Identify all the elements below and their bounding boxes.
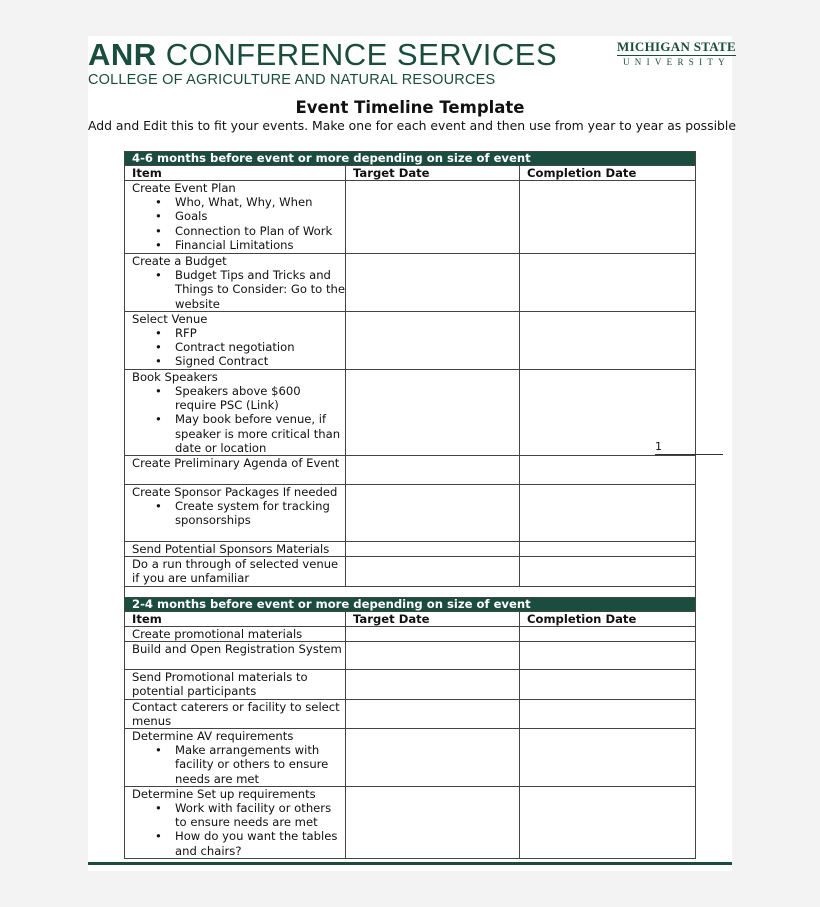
task-title: Send Potential Sponsors Materials [132, 542, 330, 557]
task-cell [125, 729, 346, 787]
target-date-cell[interactable] [346, 542, 520, 557]
subtask-item: • Speakers above $600 require PSC (Link) [175, 384, 345, 412]
task-cell [125, 786, 346, 858]
subtask-list [132, 743, 345, 786]
msu-logo-bottom: UNIVERSITY [622, 57, 730, 67]
target-date-cell[interactable] [346, 699, 520, 728]
completion-date-cell[interactable] [520, 254, 696, 312]
msu-logo [617, 40, 736, 68]
column-header-completion-date: Completion Date [520, 166, 696, 181]
subtask-list [132, 268, 345, 311]
target-date-cell[interactable] [346, 642, 520, 670]
task-title: Do a run through of selected venue if you are unfamiliar [132, 557, 339, 586]
task-title: Create promotional materials [132, 627, 303, 641]
brand-subtitle: COLLEGE OF AGRICULTURE AND NATURAL RESOURCES [88, 72, 496, 88]
document-title: Event Timeline Template [295, 98, 525, 117]
task-title: Select Venue [132, 311, 208, 326]
target-date-cell[interactable] [346, 311, 520, 369]
table-row [125, 254, 696, 312]
task-title: Determine AV requirements [132, 729, 294, 744]
completion-date-cell[interactable] [520, 729, 696, 787]
task-title: Contact caterers or facility to select menus [132, 699, 340, 728]
target-date-cell[interactable] [346, 254, 520, 312]
brand-title: ANR CONFERENCE SERVICES [88, 37, 558, 72]
task-cell [125, 642, 346, 670]
completion-date-cell[interactable] [520, 311, 696, 369]
task-cell [125, 311, 346, 369]
subtask-item: • Who, What, Why, When [175, 195, 345, 209]
target-date-cell[interactable] [346, 786, 520, 858]
task-cell [125, 456, 346, 485]
subtask-item: • RFP [175, 326, 345, 340]
table-row [125, 557, 696, 586]
task-cell [125, 485, 346, 542]
task-cell [125, 627, 346, 642]
subtask-list [132, 195, 345, 252]
task-cell [125, 254, 346, 312]
completion-date-cell[interactable] [520, 456, 696, 485]
subtask-item: • Signed Contract [175, 354, 345, 368]
footer-rule [88, 862, 732, 865]
page-number: 1 [655, 440, 662, 453]
target-date-cell[interactable] [346, 557, 520, 586]
table-row [125, 627, 696, 642]
completion-date-cell[interactable] [520, 670, 696, 699]
task-title: Send Promotional materials to potential participants [132, 670, 308, 699]
completion-date-cell[interactable] [520, 542, 696, 557]
subtask-item: • May book before venue, if speaker is more critical than date or location [175, 412, 345, 455]
subtask-item: • Budget Tips and Tricks and Things to Consider: Go to the website [175, 268, 345, 311]
task-cell [125, 542, 346, 557]
task-title: Create Sponsor Packages If needed [132, 485, 338, 500]
table-row [125, 181, 696, 254]
subtask-list [132, 326, 345, 369]
subtask-item: • Work with facility or others to ensure needs are met [175, 801, 345, 829]
target-date-cell[interactable] [346, 181, 520, 254]
target-date-cell[interactable] [346, 456, 520, 485]
completion-date-cell[interactable] [520, 627, 696, 642]
completion-date-cell[interactable] [520, 699, 696, 728]
column-header-target-date: Target Date [346, 166, 520, 181]
target-date-cell[interactable] [346, 670, 520, 699]
task-cell [125, 369, 346, 455]
task-title: Create Preliminary Agenda of Event [132, 456, 340, 471]
page-number-rule [655, 454, 723, 455]
section-heading: 2-4 months before event or more depending on size of event [125, 598, 696, 612]
target-date-cell[interactable] [346, 627, 520, 642]
task-title: Determine Set up requirements [132, 786, 316, 801]
table-row [125, 670, 696, 699]
column-header-target-date: Target Date [346, 612, 520, 627]
table-row [125, 542, 696, 557]
section-heading: 4-6 months before event or more depending on size of event [125, 152, 696, 166]
column-header-item: Item [125, 166, 346, 181]
table-row [125, 729, 696, 787]
subtask-item: • Contract negotiation [175, 340, 345, 354]
task-title: Create Event Plan [132, 181, 236, 195]
task-title: Book Speakers [132, 369, 218, 384]
msu-logo-top: MICHIGAN STATE [617, 39, 736, 54]
subtask-item: • How do you want the tables and chairs? [175, 829, 345, 857]
completion-date-cell[interactable] [520, 181, 696, 254]
subtask-list [132, 384, 345, 455]
completion-date-cell[interactable] [520, 642, 696, 670]
document-subtitle: Add and Edit this to fit your events. Make one for each event and then use from year to year as possible [88, 118, 736, 133]
table-row [125, 699, 696, 728]
timeline-table-2 [124, 597, 696, 859]
completion-date-cell[interactable] [520, 557, 696, 586]
table-row [125, 311, 696, 369]
target-date-cell[interactable] [346, 729, 520, 787]
target-date-cell[interactable] [346, 485, 520, 542]
task-cell [125, 557, 346, 586]
table-row [125, 642, 696, 670]
subtask-item: • Goals [175, 209, 345, 223]
table-row [125, 786, 696, 858]
table-row [125, 485, 696, 542]
task-cell [125, 181, 346, 254]
task-cell [125, 670, 346, 699]
target-date-cell[interactable] [346, 369, 520, 455]
completion-date-cell[interactable] [520, 786, 696, 858]
subtask-list [132, 499, 345, 527]
subtask-item: • Make arrangements with facility or others to ensure needs are met [175, 743, 345, 786]
column-header-completion-date: Completion Date [520, 612, 696, 627]
subtask-item: • Create system for tracking sponsorships [175, 499, 345, 527]
completion-date-cell[interactable] [520, 369, 696, 455]
task-title: Build and Open Registration System [132, 642, 342, 657]
table-row [125, 369, 696, 455]
completion-date-cell[interactable] [520, 485, 696, 542]
subtask-item: • Financial Limitations [175, 238, 345, 252]
subtask-list [132, 801, 345, 858]
subtask-item: • Connection to Plan of Work [175, 224, 345, 238]
column-header-item: Item [125, 612, 346, 627]
anr-logo [88, 38, 557, 88]
timeline-table-1 [124, 151, 696, 599]
table-row [125, 456, 696, 485]
task-cell [125, 699, 346, 728]
task-title: Create a Budget [132, 254, 227, 268]
